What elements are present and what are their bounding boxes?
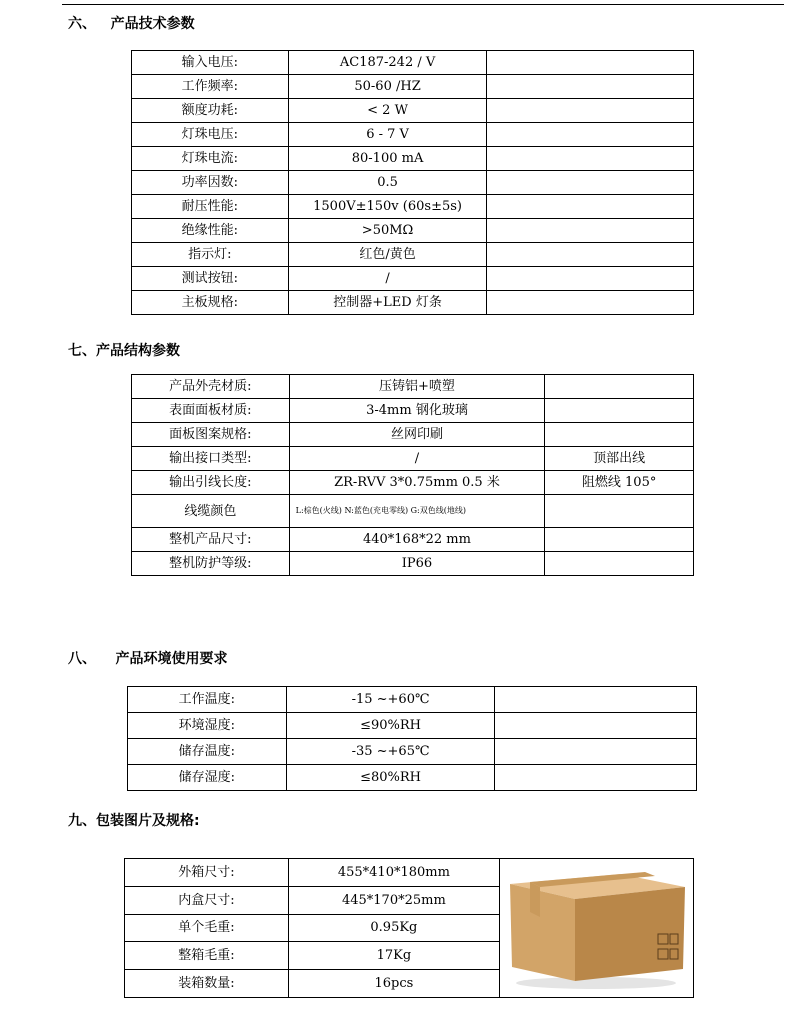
param-value: 1500V±150v (60s±5s) [288,195,487,219]
environment-params-table [127,686,697,791]
param-label: 主板规格: [132,291,289,315]
param-label: 外箱尺寸: [125,859,289,887]
param-value: ZR-RVV 3*0.75mm 0.5 米 [289,471,545,495]
param-extra: 顶部出线 [545,447,694,471]
param-label: 输出接口类型: [132,447,290,471]
param-extra [545,375,694,399]
param-value: 3-4mm 钢化玻璃 [289,399,545,423]
table-row [132,528,694,552]
param-extra [545,495,694,528]
param-label: 线缆颜色 [132,495,290,528]
param-label: 面板图案规格: [132,423,290,447]
table-row [132,375,694,399]
param-value: 50-60 /HZ [288,75,487,99]
param-value: -15 ~+60℃ [286,687,495,713]
param-value: 455*410*180mm [288,859,499,887]
param-label: 绝缘性能: [132,219,289,243]
section-heading-environment: 八、 产品环境使用要求 [68,651,228,667]
param-label: 工作温度: [128,687,287,713]
param-label: 整机产品尺寸: [132,528,290,552]
param-value: AC187-242 / V [288,51,487,75]
param-label: 指示灯: [132,243,289,267]
param-value: 0.95Kg [288,914,499,942]
param-extra [487,267,694,291]
param-label: 工作频率: [132,75,289,99]
param-label: 输入电压: [132,51,289,75]
param-value: / [288,267,487,291]
param-label: 单个毛重: [125,914,289,942]
table-row [132,471,694,495]
table-row [132,267,694,291]
param-label: 灯珠电压: [132,123,289,147]
param-value: 丝网印刷 [289,423,545,447]
packaging-params-table [124,858,694,998]
carton-box-icon [500,859,693,993]
param-label: 表面面板材质: [132,399,290,423]
param-extra [545,552,694,576]
param-value: / [289,447,545,471]
param-value: 压铸铝+喷塑 [289,375,545,399]
table-row [132,51,694,75]
carton-box-image [499,859,693,998]
table-row [132,423,694,447]
param-label: 环境湿度: [128,713,287,739]
section-heading-packaging: 九、包装图片及规格: [68,813,200,829]
tech-params-table [131,50,694,315]
param-value: 红色/黄色 [288,243,487,267]
table-row [132,399,694,423]
param-value: 16pcs [288,970,499,998]
param-label: 内盒尺寸: [125,886,289,914]
param-extra: 阻燃线 105° [545,471,694,495]
param-value: IP66 [289,552,545,576]
param-value: ≤90%RH [286,713,495,739]
param-value: 80-100 mA [288,147,487,171]
table-row [125,859,694,887]
param-value: ≤80%RH [286,765,495,791]
param-label: 功率因数: [132,171,289,195]
param-extra [495,687,697,713]
param-extra [495,765,697,791]
param-label: 装箱数量: [125,970,289,998]
param-label: 耐压性能: [132,195,289,219]
table-row [132,219,694,243]
param-value: -35 ~+65℃ [286,739,495,765]
param-extra [487,99,694,123]
table-row [132,75,694,99]
param-label: 额度功耗: [132,99,289,123]
param-value: 0.5 [288,171,487,195]
table-row [132,195,694,219]
table-row [128,765,697,791]
section-heading-tech: 六、 产品技术参数 [68,16,195,32]
param-value: 控制器+LED 灯条 [288,291,487,315]
table-row [132,495,694,528]
param-label: 灯珠电流: [132,147,289,171]
param-value: < 2 W [288,99,487,123]
param-extra [487,195,694,219]
param-extra [545,423,694,447]
table-row [132,291,694,315]
param-extra [495,713,697,739]
table-row [132,147,694,171]
param-extra [495,739,697,765]
param-label: 整机防护等级: [132,552,290,576]
table-row [132,123,694,147]
top-rule [62,4,784,5]
param-extra [487,75,694,99]
param-value: >50MΩ [288,219,487,243]
table-row [128,687,697,713]
param-extra [487,123,694,147]
section-heading-structure: 七、产品结构参数 [68,343,180,359]
param-extra [545,528,694,552]
param-extra [487,243,694,267]
table-row [132,99,694,123]
param-value: 445*170*25mm [288,886,499,914]
table-row [128,739,697,765]
param-value: 6 - 7 V [288,123,487,147]
param-value: 440*168*22 mm [289,528,545,552]
param-extra [487,171,694,195]
param-label: 产品外壳材质: [132,375,290,399]
structure-params-table [131,374,694,576]
param-label: 整箱毛重: [125,942,289,970]
param-extra [487,219,694,243]
table-row [132,552,694,576]
param-extra [487,51,694,75]
param-value: L:棕色(火线) N:蓝色(充电零线) G:双色线(地线) [289,495,545,528]
param-value: 17Kg [288,942,499,970]
param-extra [487,291,694,315]
param-label: 输出引线长度: [132,471,290,495]
table-row [132,171,694,195]
table-row [128,713,697,739]
param-label: 测试按钮: [132,267,289,291]
param-label: 储存温度: [128,739,287,765]
table-row [132,447,694,471]
param-label: 储存湿度: [128,765,287,791]
param-extra [487,147,694,171]
param-extra [545,399,694,423]
table-row [132,243,694,267]
